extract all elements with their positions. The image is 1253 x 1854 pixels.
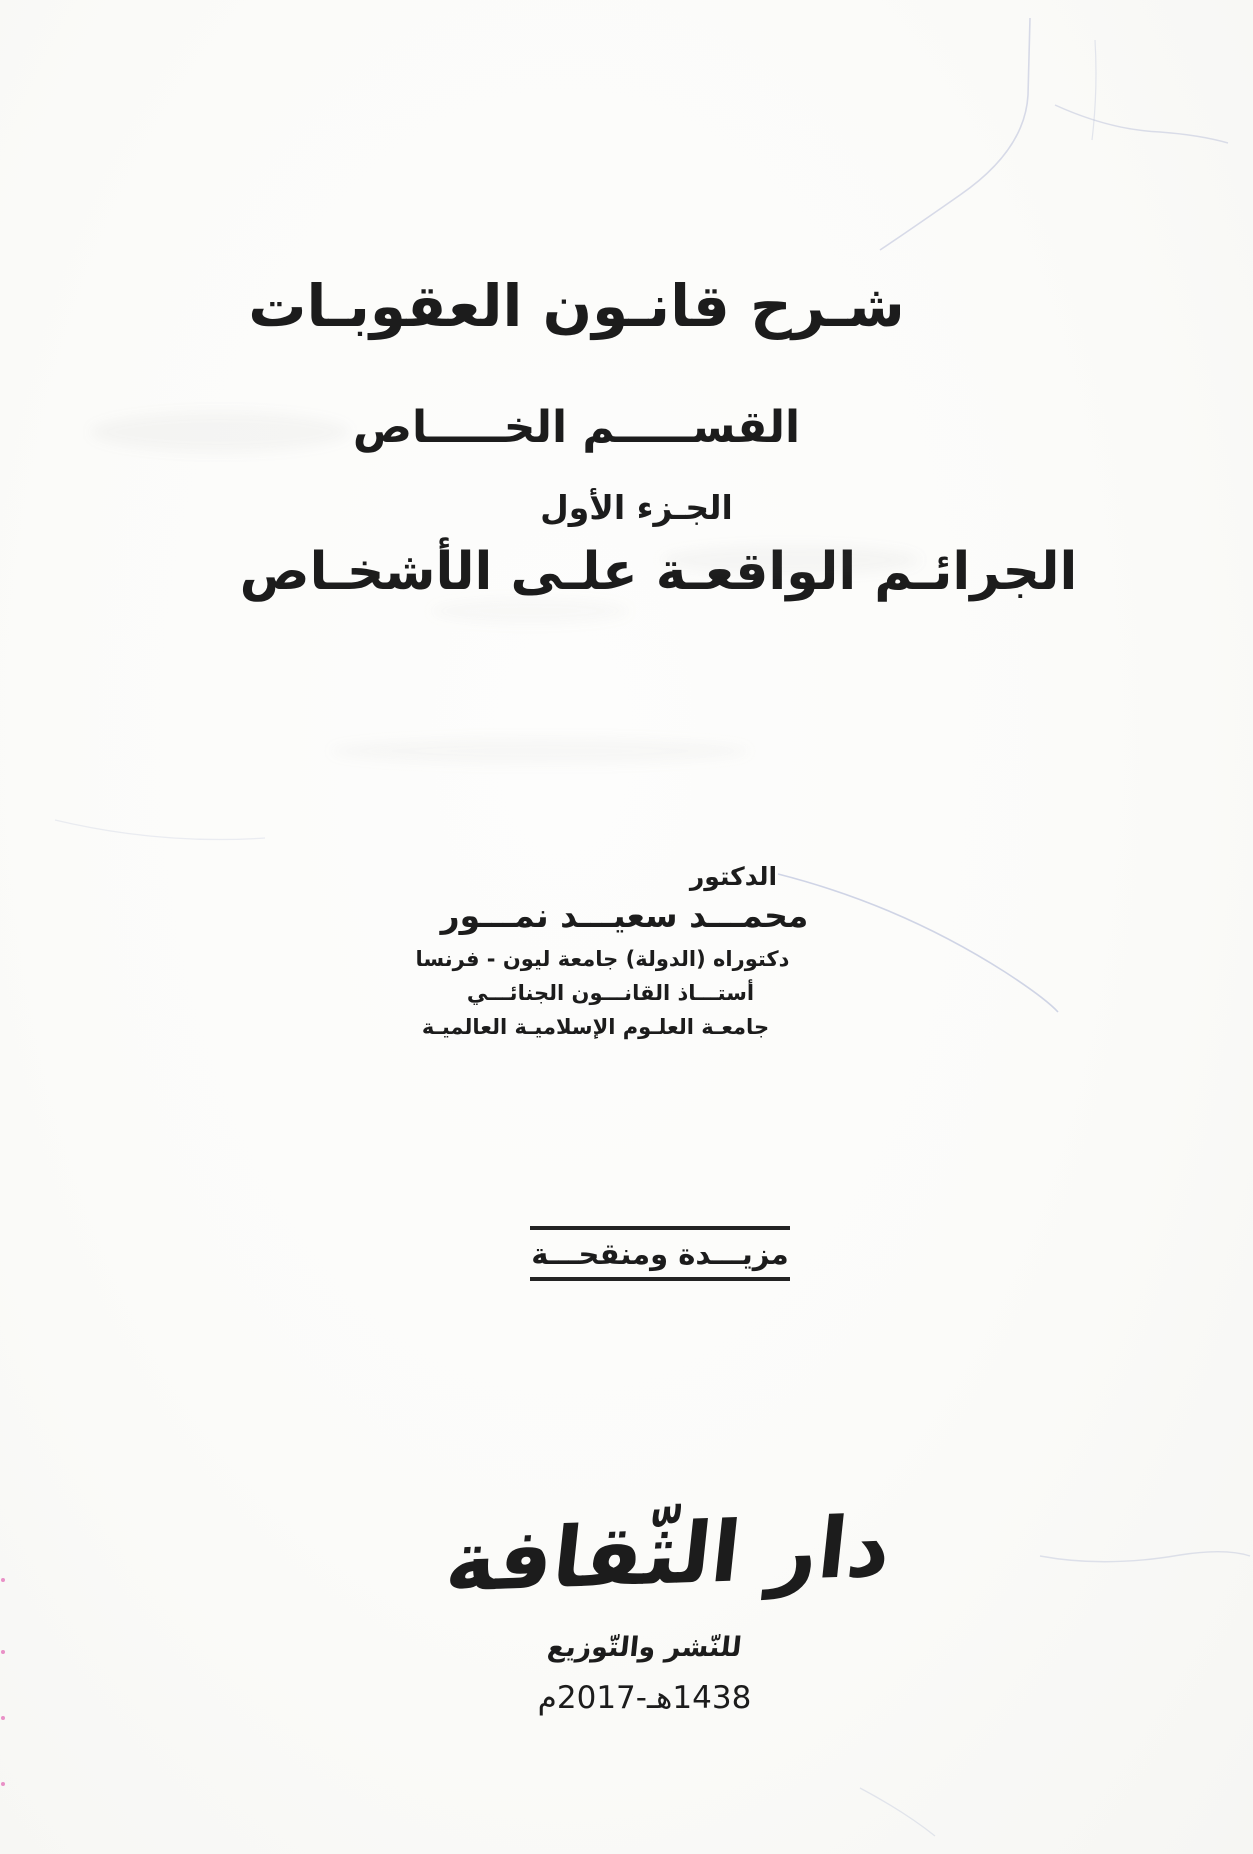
author-credential-university: جامعـة العلـوم الإسلاميـة العالميـة xyxy=(421,1015,770,1039)
page-showthrough-smudge xyxy=(330,738,750,764)
scan-edge-dot xyxy=(1,1578,5,1582)
author-credential-professorship: أستـــاذ القانـــون الجنائـــي xyxy=(466,981,755,1005)
publisher-logo-calligraphy: دار الثّقافة xyxy=(441,1497,896,1611)
book-section-title: القســـــم الخـــــاص xyxy=(352,402,801,453)
book-volume-label: الجـزء الأول xyxy=(540,488,733,527)
scan-edge-dot xyxy=(1,1650,5,1654)
author-honorific: الدكتور xyxy=(689,862,778,891)
edition-banner-bottom-rule xyxy=(530,1277,790,1281)
scan-edge-dot xyxy=(1,1716,5,1720)
publication-date: 1438هـ-2017م xyxy=(537,1680,752,1716)
edition-banner xyxy=(530,1226,790,1281)
author-credential-doctorate: دكتوراه (الدولة) جامعة ليون - فرنسا xyxy=(415,947,790,971)
scan-edge-dot xyxy=(1,1782,5,1786)
publisher-logo-subtitle: للنّشر والتّوزيع xyxy=(545,1632,744,1663)
book-main-title: شـرح قانـون العقوبـات xyxy=(248,272,905,340)
edition-banner-label: مزيـــدة ومنقحـــة xyxy=(531,1237,789,1271)
author-name: محمـــد سعيـــد نمـــور xyxy=(440,896,809,935)
book-subtitle: الجرائـم الواقعـة علـى الأشخـاص xyxy=(239,542,1078,602)
